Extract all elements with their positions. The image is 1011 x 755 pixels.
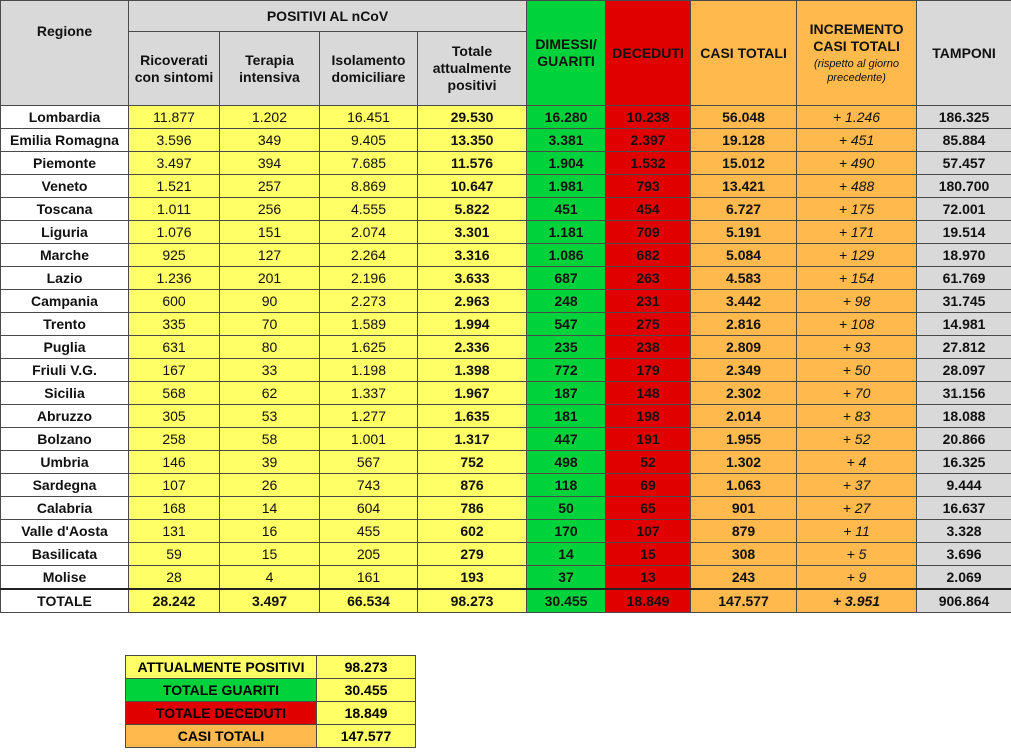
header-isolamento: Isolamento domiciliare	[320, 32, 418, 106]
dimessi-cell: 37	[527, 566, 606, 590]
incremento-cell: + 5	[797, 543, 917, 566]
terapia-cell: 33	[220, 359, 320, 382]
region-cell: Puglia	[1, 336, 129, 359]
header-positivi-group: POSITIVI AL nCoV	[129, 1, 527, 32]
terapia-cell: 4	[220, 566, 320, 590]
ricoverati-cell: 11.877	[129, 106, 220, 129]
ricoverati-cell: 631	[129, 336, 220, 359]
region-cell: Trento	[1, 313, 129, 336]
totale-positivi-cell: 3.316	[418, 244, 527, 267]
dimessi-cell: 118	[527, 474, 606, 497]
region-cell: Marche	[1, 244, 129, 267]
incremento-cell: + 154	[797, 267, 917, 290]
table-row	[1, 221, 1011, 244]
tamponi-cell: 61.769	[917, 267, 1011, 290]
table-row	[1, 474, 1011, 497]
totale-positivi-cell: 193	[418, 566, 527, 590]
terapia-cell: 394	[220, 152, 320, 175]
tamponi-cell: 72.001	[917, 198, 1011, 221]
table-row	[1, 267, 1011, 290]
region-cell: Veneto	[1, 175, 129, 198]
deceduti-cell: 709	[606, 221, 691, 244]
deceduti-cell: 15	[606, 543, 691, 566]
header-dimessi: DIMESSI/ GUARITI	[527, 1, 606, 106]
summary-value: 30.455	[317, 679, 416, 702]
totale-positivi-cell: 1.398	[418, 359, 527, 382]
isolamento-cell: 567	[320, 451, 418, 474]
isolamento-cell: 2.196	[320, 267, 418, 290]
summary-label: TOTALE DECEDUTI	[126, 702, 317, 725]
deceduti-cell: 107	[606, 520, 691, 543]
summary-table	[125, 655, 416, 748]
terapia-cell: 70	[220, 313, 320, 336]
incremento-cell: + 108	[797, 313, 917, 336]
totale-positivi-cell: 876	[418, 474, 527, 497]
tamponi-cell: 20.866	[917, 428, 1011, 451]
deceduti-cell: 148	[606, 382, 691, 405]
region-cell: Liguria	[1, 221, 129, 244]
totale-positivi-cell: 2.336	[418, 336, 527, 359]
incremento-cell: + 451	[797, 129, 917, 152]
tamponi-cell: 85.884	[917, 129, 1011, 152]
table-row	[1, 405, 1011, 428]
incremento-cell: + 52	[797, 428, 917, 451]
tamponi-cell: 14.981	[917, 313, 1011, 336]
table-row	[1, 566, 1011, 590]
casi-totali-cell: 3.442	[691, 290, 797, 313]
summary-row	[126, 679, 416, 702]
table-row	[1, 497, 1011, 520]
tamponi-cell: 19.514	[917, 221, 1011, 244]
dimessi-cell: 170	[527, 520, 606, 543]
tamponi-cell: 16.637	[917, 497, 1011, 520]
tamponi-cell: 180.700	[917, 175, 1011, 198]
ricoverati-cell: 28	[129, 566, 220, 590]
dimessi-cell: 181	[527, 405, 606, 428]
totale-positivi-cell: 1.317	[418, 428, 527, 451]
total-terapia-cell: 3.497	[220, 589, 320, 613]
incremento-cell: + 488	[797, 175, 917, 198]
table-row	[1, 543, 1011, 566]
total-tamponi-cell: 906.864	[917, 589, 1011, 613]
tamponi-cell: 16.325	[917, 451, 1011, 474]
deceduti-cell: 65	[606, 497, 691, 520]
casi-totali-cell: 5.191	[691, 221, 797, 244]
summary-value: 98.273	[317, 656, 416, 679]
deceduti-cell: 52	[606, 451, 691, 474]
table-row	[1, 359, 1011, 382]
incremento-cell: + 27	[797, 497, 917, 520]
incremento-cell: + 93	[797, 336, 917, 359]
deceduti-cell: 198	[606, 405, 691, 428]
isolamento-cell: 1.277	[320, 405, 418, 428]
ricoverati-cell: 131	[129, 520, 220, 543]
region-cell: Umbria	[1, 451, 129, 474]
region-cell: Molise	[1, 566, 129, 590]
table-row	[1, 152, 1011, 175]
totale-positivi-cell: 5.822	[418, 198, 527, 221]
header-incremento-title: INCREMENTO CASI TOTALI	[809, 21, 904, 54]
terapia-cell: 349	[220, 129, 320, 152]
ricoverati-cell: 59	[129, 543, 220, 566]
isolamento-cell: 1.625	[320, 336, 418, 359]
isolamento-cell: 2.264	[320, 244, 418, 267]
total-deceduti-cell: 18.849	[606, 589, 691, 613]
ricoverati-cell: 167	[129, 359, 220, 382]
ricoverati-cell: 600	[129, 290, 220, 313]
total-incremento-cell: + 3.951	[797, 589, 917, 613]
incremento-cell: + 37	[797, 474, 917, 497]
casi-totali-cell: 1.955	[691, 428, 797, 451]
region-cell: Toscana	[1, 198, 129, 221]
summary-row	[126, 702, 416, 725]
casi-totali-cell: 56.048	[691, 106, 797, 129]
dimessi-cell: 498	[527, 451, 606, 474]
totale-positivi-cell: 13.350	[418, 129, 527, 152]
total-ricoverati-cell: 28.242	[129, 589, 220, 613]
tamponi-cell: 18.970	[917, 244, 1011, 267]
tamponi-cell: 27.812	[917, 336, 1011, 359]
header-deceduti: DECEDUTI	[606, 1, 691, 106]
terapia-cell: 80	[220, 336, 320, 359]
totale-positivi-cell: 29.530	[418, 106, 527, 129]
isolamento-cell: 8.869	[320, 175, 418, 198]
tamponi-cell: 28.097	[917, 359, 1011, 382]
terapia-cell: 151	[220, 221, 320, 244]
region-cell: Piemonte	[1, 152, 129, 175]
incremento-cell: + 9	[797, 566, 917, 590]
summary-label: TOTALE GUARITI	[126, 679, 317, 702]
region-cell: Valle d'Aosta	[1, 520, 129, 543]
header-tamponi: TAMPONI	[917, 1, 1011, 106]
region-cell: Campania	[1, 290, 129, 313]
deceduti-cell: 10.238	[606, 106, 691, 129]
deceduti-cell: 263	[606, 267, 691, 290]
summary-label: ATTUALMENTE POSITIVI	[126, 656, 317, 679]
region-cell: Bolzano	[1, 428, 129, 451]
totale-positivi-cell: 752	[418, 451, 527, 474]
header-regione: Regione	[1, 1, 129, 106]
casi-totali-cell: 308	[691, 543, 797, 566]
casi-totali-cell: 19.128	[691, 129, 797, 152]
casi-totali-cell: 6.727	[691, 198, 797, 221]
dimessi-cell: 547	[527, 313, 606, 336]
totale-positivi-cell: 3.301	[418, 221, 527, 244]
ricoverati-cell: 568	[129, 382, 220, 405]
casi-totali-cell: 2.809	[691, 336, 797, 359]
isolamento-cell: 2.273	[320, 290, 418, 313]
incremento-cell: + 11	[797, 520, 917, 543]
dimessi-cell: 248	[527, 290, 606, 313]
casi-totali-cell: 243	[691, 566, 797, 590]
casi-totali-cell: 1.063	[691, 474, 797, 497]
ricoverati-cell: 1.076	[129, 221, 220, 244]
ricoverati-cell: 3.596	[129, 129, 220, 152]
table-row	[1, 520, 1011, 543]
region-cell: Lombardia	[1, 106, 129, 129]
terapia-cell: 26	[220, 474, 320, 497]
region-cell: Friuli V.G.	[1, 359, 129, 382]
deceduti-cell: 69	[606, 474, 691, 497]
ricoverati-cell: 1.236	[129, 267, 220, 290]
incremento-cell: + 1.246	[797, 106, 917, 129]
deceduti-cell: 13	[606, 566, 691, 590]
total-casi-totali-cell: 147.577	[691, 589, 797, 613]
dimessi-cell: 235	[527, 336, 606, 359]
tamponi-cell: 18.088	[917, 405, 1011, 428]
header-incremento	[797, 1, 917, 106]
tamponi-cell: 3.696	[917, 543, 1011, 566]
casi-totali-cell: 879	[691, 520, 797, 543]
deceduti-cell: 682	[606, 244, 691, 267]
isolamento-cell: 161	[320, 566, 418, 590]
table-body	[1, 106, 1011, 613]
incremento-cell: + 50	[797, 359, 917, 382]
ricoverati-cell: 925	[129, 244, 220, 267]
isolamento-cell: 7.685	[320, 152, 418, 175]
region-cell: Sicilia	[1, 382, 129, 405]
table-row	[1, 290, 1011, 313]
deceduti-cell: 1.532	[606, 152, 691, 175]
ricoverati-cell: 1.521	[129, 175, 220, 198]
deceduti-cell: 231	[606, 290, 691, 313]
terapia-cell: 58	[220, 428, 320, 451]
deceduti-cell: 454	[606, 198, 691, 221]
isolamento-cell: 4.555	[320, 198, 418, 221]
isolamento-cell: 2.074	[320, 221, 418, 244]
header-terapia: Terapia intensiva	[220, 32, 320, 106]
ricoverati-cell: 305	[129, 405, 220, 428]
isolamento-cell: 205	[320, 543, 418, 566]
totale-positivi-cell: 279	[418, 543, 527, 566]
isolamento-cell: 16.451	[320, 106, 418, 129]
isolamento-cell: 9.405	[320, 129, 418, 152]
dimessi-cell: 50	[527, 497, 606, 520]
tamponi-cell: 3.328	[917, 520, 1011, 543]
header-ricoverati: Ricoverati con sintomi	[129, 32, 220, 106]
isolamento-cell: 455	[320, 520, 418, 543]
ricoverati-cell: 3.497	[129, 152, 220, 175]
table-row	[1, 106, 1011, 129]
casi-totali-cell: 13.421	[691, 175, 797, 198]
totale-positivi-cell: 10.647	[418, 175, 527, 198]
casi-totali-cell: 2.349	[691, 359, 797, 382]
totale-positivi-cell: 1.967	[418, 382, 527, 405]
incremento-cell: + 98	[797, 290, 917, 313]
region-cell: Emilia Romagna	[1, 129, 129, 152]
totale-positivi-cell: 602	[418, 520, 527, 543]
terapia-cell: 39	[220, 451, 320, 474]
tamponi-cell: 57.457	[917, 152, 1011, 175]
ricoverati-cell: 107	[129, 474, 220, 497]
isolamento-cell: 1.589	[320, 313, 418, 336]
terapia-cell: 256	[220, 198, 320, 221]
region-cell: Abruzzo	[1, 405, 129, 428]
deceduti-cell: 275	[606, 313, 691, 336]
ricoverati-cell: 335	[129, 313, 220, 336]
terapia-cell: 1.202	[220, 106, 320, 129]
isolamento-cell: 1.198	[320, 359, 418, 382]
incremento-cell: + 129	[797, 244, 917, 267]
casi-totali-cell: 2.014	[691, 405, 797, 428]
casi-totali-cell: 15.012	[691, 152, 797, 175]
totale-positivi-cell: 786	[418, 497, 527, 520]
dimessi-cell: 687	[527, 267, 606, 290]
ricoverati-cell: 258	[129, 428, 220, 451]
totale-positivi-cell: 2.963	[418, 290, 527, 313]
terapia-cell: 127	[220, 244, 320, 267]
summary-row	[126, 656, 416, 679]
tamponi-cell: 31.156	[917, 382, 1011, 405]
table-row	[1, 244, 1011, 267]
header-totale-positivi: Totale attualmente positivi	[418, 32, 527, 106]
isolamento-cell: 1.337	[320, 382, 418, 405]
summary-value: 18.849	[317, 702, 416, 725]
tamponi-cell: 9.444	[917, 474, 1011, 497]
incremento-cell: + 83	[797, 405, 917, 428]
dimessi-cell: 187	[527, 382, 606, 405]
terapia-cell: 201	[220, 267, 320, 290]
table-row	[1, 428, 1011, 451]
dimessi-cell: 3.381	[527, 129, 606, 152]
ricoverati-cell: 1.011	[129, 198, 220, 221]
region-cell: Calabria	[1, 497, 129, 520]
isolamento-cell: 604	[320, 497, 418, 520]
total-dimessi-cell: 30.455	[527, 589, 606, 613]
dimessi-cell: 772	[527, 359, 606, 382]
casi-totali-cell: 2.816	[691, 313, 797, 336]
dimessi-cell: 14	[527, 543, 606, 566]
dimessi-cell: 1.181	[527, 221, 606, 244]
table-row	[1, 451, 1011, 474]
region-cell: Basilicata	[1, 543, 129, 566]
table-row	[1, 175, 1011, 198]
casi-totali-cell: 1.302	[691, 451, 797, 474]
summary-body	[126, 656, 416, 748]
dimessi-cell: 1.086	[527, 244, 606, 267]
dimessi-cell: 1.981	[527, 175, 606, 198]
region-cell: Sardegna	[1, 474, 129, 497]
terapia-cell: 53	[220, 405, 320, 428]
incremento-cell: + 70	[797, 382, 917, 405]
summary-row	[126, 725, 416, 748]
table-row	[1, 129, 1011, 152]
summary-label: CASI TOTALI	[126, 725, 317, 748]
total-totale-positivi-cell: 98.273	[418, 589, 527, 613]
incremento-cell: + 4	[797, 451, 917, 474]
ricoverati-cell: 168	[129, 497, 220, 520]
total-isolamento-cell: 66.534	[320, 589, 418, 613]
dimessi-cell: 16.280	[527, 106, 606, 129]
dimessi-cell: 1.904	[527, 152, 606, 175]
totale-positivi-cell: 11.576	[418, 152, 527, 175]
table-row	[1, 313, 1011, 336]
totale-positivi-cell: 3.633	[418, 267, 527, 290]
casi-totali-cell: 4.583	[691, 267, 797, 290]
ricoverati-cell: 146	[129, 451, 220, 474]
casi-totali-cell: 5.084	[691, 244, 797, 267]
incremento-cell: + 175	[797, 198, 917, 221]
terapia-cell: 90	[220, 290, 320, 313]
deceduti-cell: 238	[606, 336, 691, 359]
total-region-cell: TOTALE	[1, 589, 129, 613]
terapia-cell: 16	[220, 520, 320, 543]
header-incremento-note: (rispetto al giorno precedente)	[814, 58, 900, 84]
summary-value: 147.577	[317, 725, 416, 748]
dimessi-cell: 451	[527, 198, 606, 221]
tamponi-cell: 2.069	[917, 566, 1011, 590]
casi-totali-cell: 901	[691, 497, 797, 520]
totale-positivi-cell: 1.994	[418, 313, 527, 336]
terapia-cell: 14	[220, 497, 320, 520]
dimessi-cell: 447	[527, 428, 606, 451]
deceduti-cell: 793	[606, 175, 691, 198]
deceduti-cell: 2.397	[606, 129, 691, 152]
casi-totali-cell: 2.302	[691, 382, 797, 405]
deceduti-cell: 179	[606, 359, 691, 382]
tamponi-cell: 186.325	[917, 106, 1011, 129]
tamponi-cell: 31.745	[917, 290, 1011, 313]
terapia-cell: 257	[220, 175, 320, 198]
total-row	[1, 589, 1011, 613]
header-casi-totali: CASI TOTALI	[691, 1, 797, 106]
table-row	[1, 198, 1011, 221]
terapia-cell: 15	[220, 543, 320, 566]
incremento-cell: + 490	[797, 152, 917, 175]
table-row	[1, 336, 1011, 359]
isolamento-cell: 1.001	[320, 428, 418, 451]
totale-positivi-cell: 1.635	[418, 405, 527, 428]
table-row	[1, 382, 1011, 405]
region-cell: Lazio	[1, 267, 129, 290]
isolamento-cell: 743	[320, 474, 418, 497]
terapia-cell: 62	[220, 382, 320, 405]
incremento-cell: + 171	[797, 221, 917, 244]
deceduti-cell: 191	[606, 428, 691, 451]
